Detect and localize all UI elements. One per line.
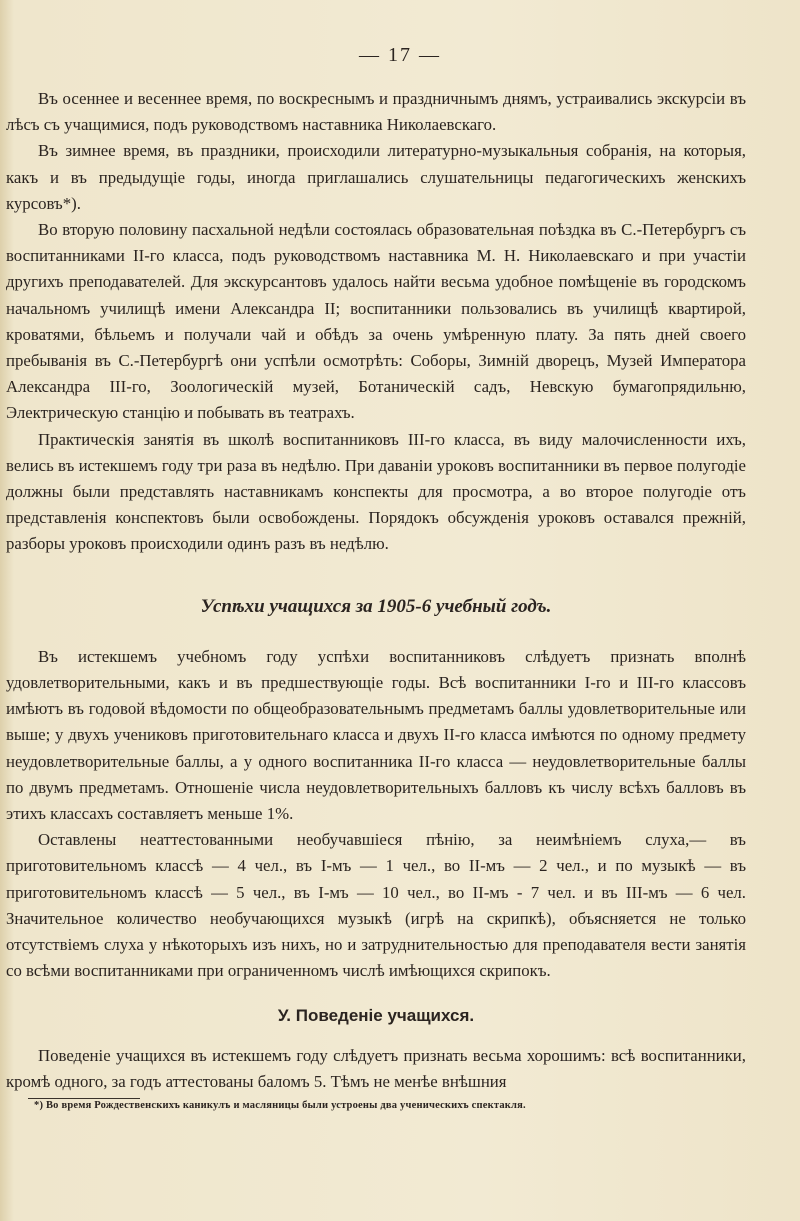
paragraph-behavior: Поведеніе учащихся въ истекшемъ году слѣдуетъ признать весьма хорошимъ: всѣ воспитанники, кромѣ одного, за годъ аттестованы баломъ 5. Тѣмъ не менѣе внѣшния (6, 1045, 746, 1091)
footnote: *) Во время Рождественскихъ каникулъ и масляницы были устроены два ученическихъ спектакля. (34, 1100, 526, 1111)
paragraph-literary-evenings: Въ зимнее время, въ праздники, происходили литературно-музыкальныя собранія, на которыя, какъ и въ предыдущіе годы, иногда приглашались слушательницы педагогическихъ женскихъ курсовъ*). (6, 141, 746, 213)
paragraph-petersburg-trip: Во вторую половину пасхальной недѣли состоялась образовательная поѣздка въ С.-Петербургъ съ воспитанниками II-го класса, подъ руководствомъ наставника М. Н. Николаевскаго и при участіи другихъ преподавателей. Для экскурсантовъ удалось найти весьма удобное помѣщеніе въ городскомъ начальномъ училищѣ имени Александра II; воспитанники пользовались въ училищѣ квартирой, кроватями, бѣльемъ и получали чай и обѣдъ за очень умѣренную плату. За пять дней своего пребыванія въ С.-Петербургѣ они успѣли осмотрѣть: Соборы, Зимній дворецъ, Музей Императора Александра III-го, Зоологическій музей, Ботаническій садъ, Невскую бумагопрядильню, Электрическую станцію и побывать въ театрахъ. (6, 220, 746, 423)
section-heading-success: Успѣхи учащихся за 1905-6 учебный годъ. (200, 595, 552, 617)
paragraph-unattested: Оставлены неаттестованными необучавшіеся пѣнію, за неимѣніемъ слуха,— въ приготовительномъ классѣ — 4 чел., въ I-мъ — 1 чел., во II-мъ — 2 чел., и по музыкѣ — въ приготовительномъ классѣ — 5 чел., въ I-мъ — 10 чел., во II-мъ - 7 чел. и въ III-мъ — 6 чел. Значительное количество необучающихся музыкѣ (игрѣ на скрипкѣ), объясняется не только отсутствіемъ слуха у нѣкоторыхъ изъ нихъ, но и затруднительностью для преподавателя вести занятія со всѣми воспитанниками при ограниченномъ числѣ имѣющихся скрипокъ. (6, 830, 746, 981)
paragraph-excursions: Въ осеннее и весеннее время, по воскреснымъ и праздничнымъ днямъ, устраивались экскурсіи въ лѣсъ съ учащимися, подъ руководствомъ наставника Николаевскаго. (6, 89, 746, 135)
main-text (6, 86, 746, 1095)
paragraph-practical-lessons: Практическія занятія въ школѣ воспитанниковъ III-го класса, въ виду малочисленности ихъ, велись въ истекшемъ году три раза въ недѣлю. При даваніи уроковъ воспитанники въ первое полугодіе должны были представлять наставникамъ конспекты для просмотра, а во второе полугодіе отъ представленія конспектовъ были освобождены. Порядокъ обсужденія уроковъ оставался прежній, разборы уроковъ происходили одинъ разъ въ недѣлю. (6, 429, 746, 554)
paragraph-success: Въ истекшемъ учебномъ году успѣхи воспитанниковъ слѣдуетъ признать вполнѣ удовлетворительными, какъ и въ предшествующіе годы. Всѣ воспитанники I-го и III-го классовъ имѣютъ въ годовой вѣдомости по общеобразовательнымъ предметамъ баллы удовлетворительные или выше; у двухъ учениковъ приготовительнаго класса и двухъ II-го класса имѣются по одному предмету неудовлетворительные баллы, а у одного воспитанника II-го класса — неудовлетворительные баллы по двумъ предметамъ. Отношеніе числа неудовлетворительныхъ балловъ къ числу всѣхъ балловъ въ этихъ классахъ составляетъ меньше 1%. (6, 646, 746, 824)
footnote-divider (28, 1098, 140, 1099)
section-heading-behavior: У. Поведеніе учащихся. (277, 1005, 475, 1025)
page-number: — 17 — (359, 44, 441, 66)
